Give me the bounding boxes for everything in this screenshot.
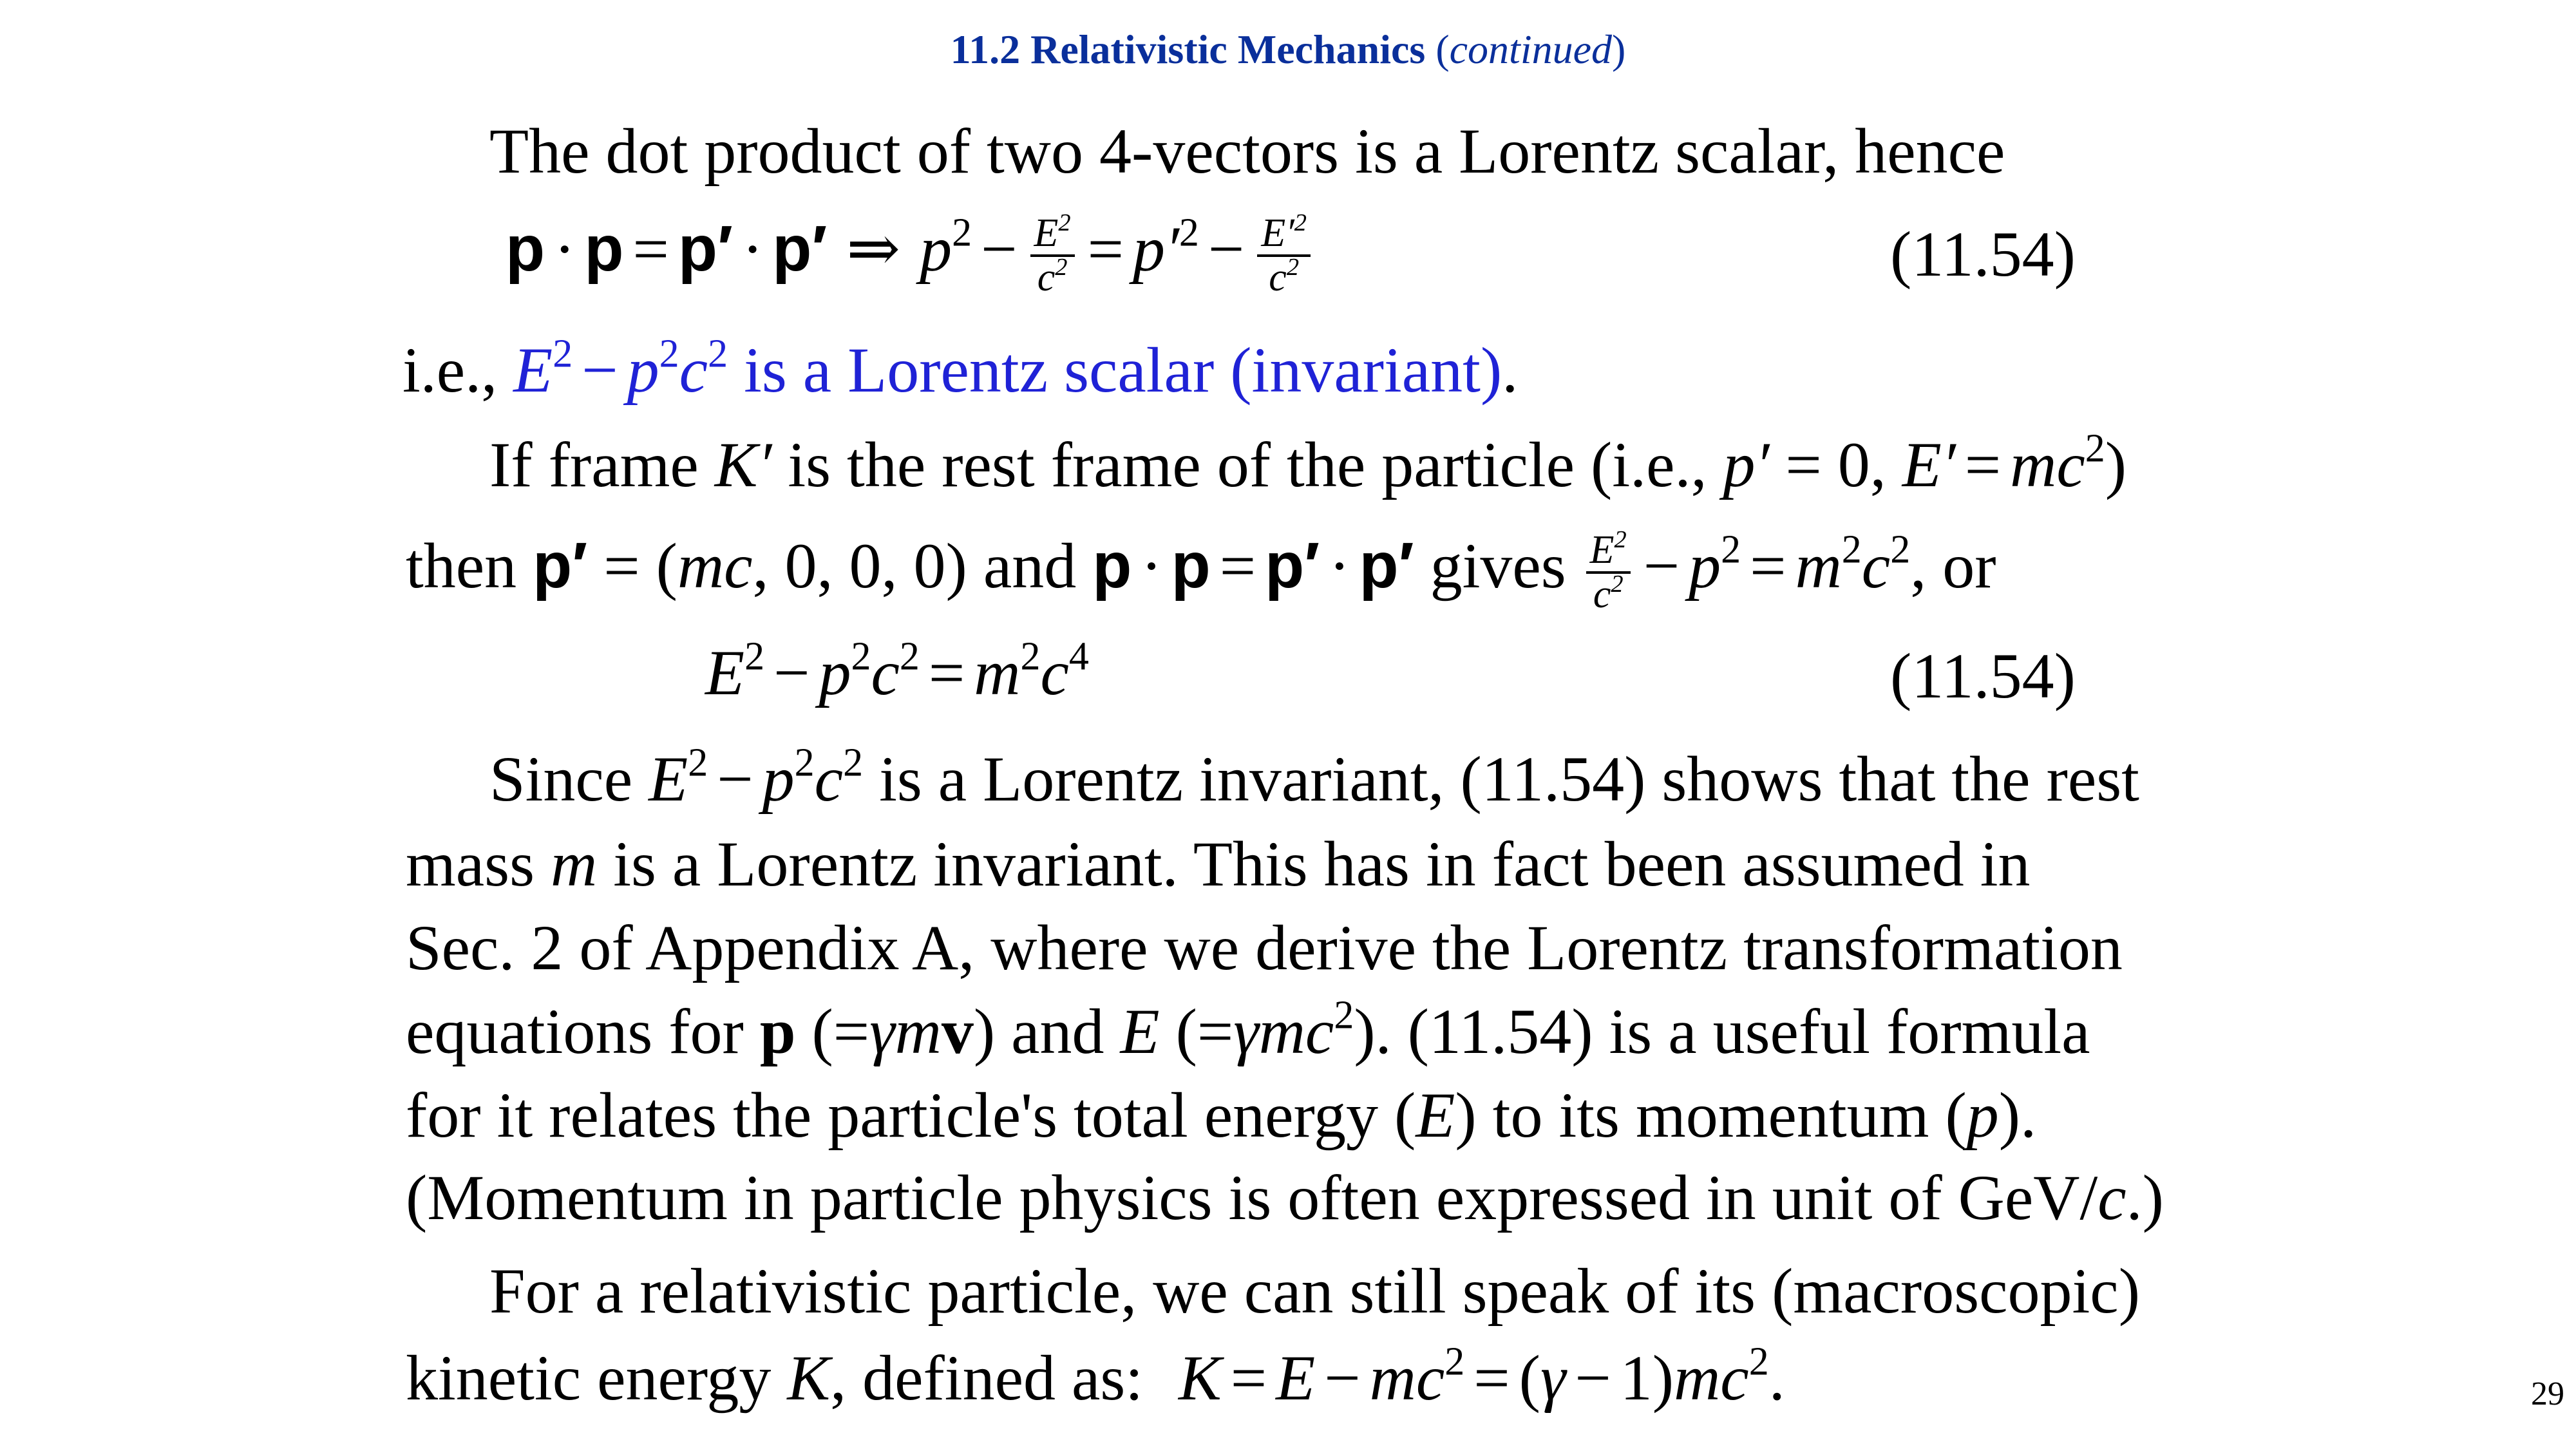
equation-2: $E^2 - p^2c^2 = m^2c^4$: [705, 634, 1089, 708]
relates-line: for it relates the particle's total energy (E) to its momentum (p).: [406, 1079, 2037, 1151]
since-text-b: is a Lorentz invariant, (11.54) shows that the rest: [879, 743, 2139, 815]
momentum-text-b: .): [2126, 1162, 2164, 1233]
text-line-1: The dot product of two 4-vectors is a Lorentz scalar, hence: [489, 115, 2005, 187]
mass-text-b: is a Lorentz invariant. This has in fact been assumed in: [613, 828, 2031, 900]
title-continued: continued: [1449, 26, 1613, 72]
momentum-line: (Momentum in particle physics is often expressed in unit of GeV/c.): [406, 1162, 2164, 1233]
then-text-b: = (: [603, 530, 677, 602]
relativistic-line: For a relativistic particle, we can still speak of its (macroscopic): [489, 1255, 2140, 1327]
relates-text-c: ).: [1998, 1079, 2037, 1151]
equations-text-a: equations for: [406, 996, 744, 1067]
relates-text-a: for it relates the particle's total energy (: [406, 1079, 1416, 1151]
then-text-a: then: [406, 530, 517, 602]
kinetic-text-a: kinetic energy: [406, 1342, 772, 1414]
mass-text-a: mass: [406, 828, 535, 900]
slide-title: [0, 26, 2576, 73]
sec-line: Sec. 2 of Appendix A, where we derive the Lorentz transformation: [406, 912, 2123, 983]
then-text-c: 0, 0, 0) and: [784, 530, 1077, 602]
momentum-text-a: (Momentum in particle physics is often expressed in unit of GeV/: [406, 1162, 2098, 1233]
rest-frame-text-b: is the rest frame of the particle (i.e.,: [788, 429, 1707, 500]
kinetic-text-b: , defined as:: [830, 1342, 1144, 1414]
ie-line: [402, 332, 1519, 406]
page-number: 29: [2531, 1376, 2564, 1412]
title-open-paren: (: [1435, 26, 1450, 72]
then-line: then p′ = (mc, 0, 0, 0) and p · p = p′ · p′ gives $\frac{E^2}{c^2}$ − $p^2 = m^2c^2$, or: [406, 526, 1996, 617]
equations-line: equations for p (=γmv) and E (=γmc$^2$). (11.54) is a useful formula: [406, 993, 2090, 1067]
since-text-a: Since: [489, 743, 633, 815]
then-text-e: , or: [1910, 530, 1996, 602]
rest-frame-line: If frame K′ is the rest frame of the particle (i.e., p′ = 0, $E' = mc^2$): [489, 426, 2127, 500]
equation-1: p · p = p′ · p′ ⇒ $p^2$ − $\frac{E^2}{c^2}$ = $p'^2$ − $\frac{E'^2}{c^2}$: [506, 213, 1314, 299]
title-close-paren: ): [1612, 26, 1626, 72]
mass-line: mass m is a Lorentz invariant. This has in fact been assumed in: [406, 828, 2031, 900]
equations-text-b: and: [1011, 996, 1104, 1067]
then-text-d: gives: [1430, 530, 1566, 602]
equation-1-number: (11.54): [1890, 218, 2076, 290]
ie-statement: is a Lorentz scalar (invariant): [744, 334, 1502, 406]
relates-text-b: ) to its momentum (: [1455, 1079, 1967, 1151]
ie-period: .: [1502, 334, 1519, 406]
equations-text-c: ). (11.54) is a useful formula: [1354, 996, 2090, 1067]
rest-frame-text-d: ): [2105, 429, 2127, 500]
title-main: 11.2 Relativistic Mechanics: [950, 26, 1426, 72]
ie-prefix: i.e.,: [402, 334, 498, 406]
since-line: Since $E^2 - p^2c^2$ is a Lorentz invariant, (11.54) shows that the rest: [489, 741, 2139, 815]
rest-frame-text-a: If frame: [489, 429, 699, 500]
equation-2-number: (11.54): [1890, 640, 2076, 712]
kinetic-line: kinetic energy K, defined as: $K = E - mc^2 = (\gamma - 1)mc^2$.: [406, 1340, 1785, 1414]
rest-frame-text-c: = 0,: [1785, 429, 1886, 500]
ie-formula: $E^2 - p^2c^2$: [513, 332, 728, 406]
